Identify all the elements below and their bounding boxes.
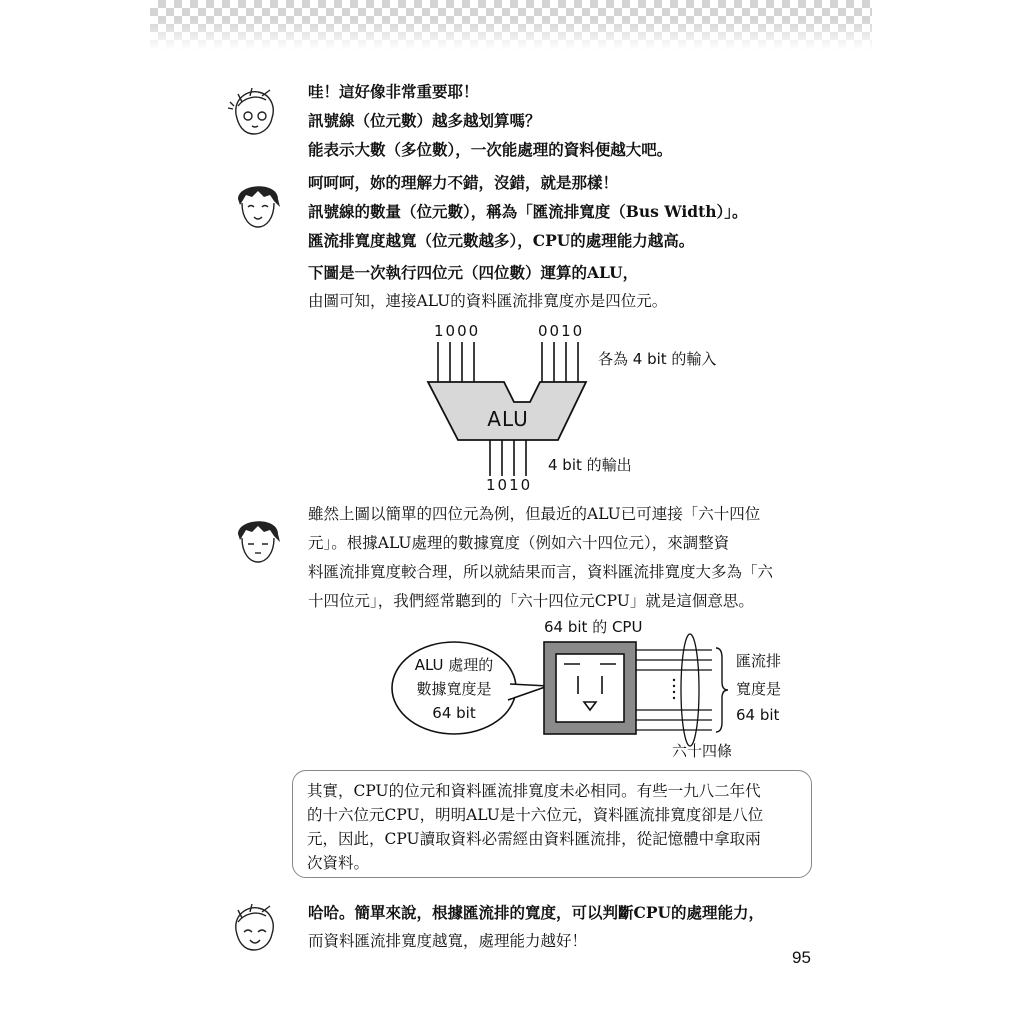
note-line-2: 的十六位元CPU，明明ALU是十六位元，資料匯流排寬度卻是八位	[307, 806, 764, 824]
bubble-line-2: 數據寬度是	[416, 680, 492, 698]
note-line-1: 其實，CPU的位元和資料匯流排寬度未必相同。有些一九八二年代	[307, 782, 761, 800]
dialogue-2	[308, 168, 820, 255]
dialogue-4-line-3: 料匯流排寬度較合理，所以就結果而言，資料匯流排寬度大多為「六	[308, 563, 774, 581]
dialogue-5	[308, 898, 820, 956]
dialogue-4	[308, 500, 820, 616]
bus-label-line-1: 匯流排	[736, 652, 782, 670]
input-b-value: 0010	[538, 322, 585, 340]
dialogue-2-line-3: 匯流排寬度越寬（位元數越多），CPU的處理能力越高。	[308, 231, 695, 250]
cpu-diagram	[390, 614, 810, 764]
dialogue-3	[308, 258, 820, 316]
note-line-3: 元，因此，CPU讀取資料必需經由資料匯流排，從記憶體中拿取兩	[307, 830, 761, 848]
dialogue-2-line-2: 訊號線的數量（位元數），稱為「匯流排寬度（Bus Width）」。	[308, 202, 748, 221]
note-line-4: 次資料。	[307, 854, 370, 872]
dialogue-2-line-1: 呵呵呵，妳的理解力不錯，沒錯，就是那樣！	[308, 173, 619, 192]
dialogue-4-line-1: 雖然上圖以簡單的四位元為例，但最近的ALU已可連接「六十四位	[308, 505, 761, 523]
dialogue-1-line-1: 哇！這好像非常重要耶！	[308, 82, 479, 101]
input-a-value: 1000	[434, 322, 481, 340]
output-value: 1010	[486, 476, 533, 494]
bus-label-line-3: 64 bit	[736, 706, 780, 724]
cpu-title: 64 bit 的 CPU	[544, 618, 643, 636]
input-a-wires	[438, 342, 474, 382]
dialogue-3-line-1: 下圖是一次執行四位元（四位數）運算的ALU，	[308, 263, 639, 282]
dialogue-4-line-2: 元」。根據ALU處理的數據寬度（例如六十四位元），來調整資	[308, 534, 730, 552]
dialogue-4-line-4: 十四位元」，我們經常聽到的「六十四位元CPU」就是這個意思。	[308, 592, 754, 610]
bubble-line-3: 64 bit	[432, 704, 476, 722]
alu-diagram	[420, 318, 780, 498]
note-text	[307, 779, 807, 875]
page-number: 95	[792, 948, 811, 967]
note-box	[292, 770, 812, 878]
dialogue-5-line-1: 哈哈。簡單來說，根據匯流排的寬度，可以判斷CPU的處理能力，	[308, 903, 765, 922]
dialogue-3-line-2: 由圖可知，連接ALU的資料匯流排寬度亦是四位元。	[308, 292, 668, 310]
girl-face-icon	[226, 900, 282, 956]
bus-label-line-2: 寬度是	[736, 680, 782, 698]
girl-face-icon	[226, 84, 282, 140]
dialogue-1-line-3: 能表示大數（多位數），一次能處理的資料便越大吧。	[308, 140, 673, 159]
dialogue-1	[308, 77, 820, 164]
dialogue-5-line-2: 而資料匯流排寬度越寬，處理能力越好！	[308, 932, 588, 950]
bus-count-label: 六十四條	[672, 742, 733, 760]
boy-face-icon	[230, 510, 286, 566]
header-checker-pattern	[150, 0, 872, 50]
output-label: 4 bit 的輸出	[548, 456, 632, 474]
bubble-line-1: ALU 處理的	[414, 656, 494, 674]
boy-face-icon	[230, 175, 286, 231]
input-b-wires	[542, 342, 578, 382]
dialogue-1-line-2: 訊號線（位元數）越多越划算嗎？	[308, 111, 541, 130]
output-wires	[490, 440, 526, 476]
input-label: 各為 4 bit 的輸入	[598, 350, 717, 368]
alu-label: ALU	[487, 407, 529, 431]
bus-lines	[636, 650, 712, 730]
